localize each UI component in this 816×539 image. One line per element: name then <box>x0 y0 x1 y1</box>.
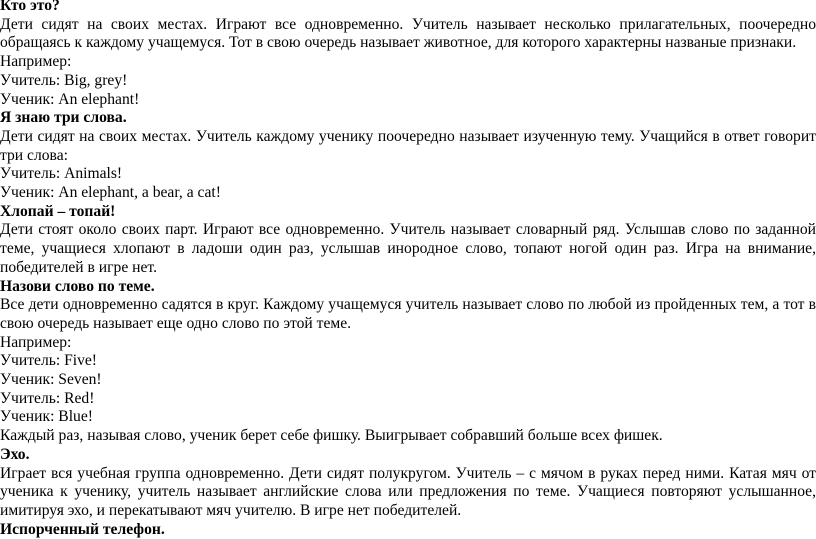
section-heading-clap-stomp: Хлопай – топай! <box>0 202 116 220</box>
section-conclusion: Каждый раз, называя слово, ученик берет себе фишку. Выигрывает собравший больше всех фишек. <box>0 427 663 445</box>
dialogue-line: Учитель: Animals! <box>0 165 123 183</box>
dialogue-line: Ученик: An elephant, a bear, a cat! <box>0 184 221 202</box>
dialogue-line: Ученик: An elephant! <box>0 90 140 108</box>
section-heading-broken-telephone: Испорченный телефон. <box>0 520 165 538</box>
section-body: Дети стоят около своих парт. Играют все одновременно. Учитель называет словарный ряд. Услышав слово по заданной теме, учащиеся хлопают в ладоши один раз, услышав инородное слово, топают ногой один раз. Игра на внимание, победителей в игре нет. <box>0 221 816 276</box>
example-label: Например: <box>0 53 72 71</box>
section-heading-three-words: Я знаю три слова. <box>0 109 127 127</box>
section-heading-echo: Эхо. <box>0 445 30 463</box>
section-heading-who-is-it: Кто это? <box>0 0 60 14</box>
section-body: Играет вся учебная группа одновременно. Дети сидят полукругом. Учитель – с мячом в руках перед ними. Катая мяч от ученика к ученику, учитель называет английские слова или предложения по теме. Учащиеся повторяют услышанное, имитируя эхо, и перекатывают мяч учителю. В игре нет победителей. <box>0 464 816 519</box>
dialogue-line: Ученик: Seven! <box>0 371 102 389</box>
dialogue-line: Учитель: Big, grey! <box>0 71 128 89</box>
section-body: Дети сидят на своих местах. Учитель каждому ученику поочередно называет изученную тему. Учащийся в ответ говорит три слова: <box>0 127 816 164</box>
example-label: Например: <box>0 333 72 351</box>
section-body: Дети сидят на своих местах. Играют все одновременно. Учитель называет несколько прилагательных, поочередно обращаясь к каждому учащемуся. Тот в свою очередь называет животное, для которого характерны названые признаки. <box>0 15 816 52</box>
dialogue-line: Учитель: Red! <box>0 389 95 407</box>
section-body: Все дети одновременно садятся в круг. Каждому учащемуся учитель называет слово по любой из пройденных тем, а тот в свою очередь называет еще одно слово по этой теме. <box>0 296 816 332</box>
dialogue-line: Ученик: Blue! <box>0 408 93 426</box>
dialogue-line: Учитель: Five! <box>0 352 98 370</box>
section-heading-name-word-by-topic: Назови слово по теме. <box>0 277 155 295</box>
